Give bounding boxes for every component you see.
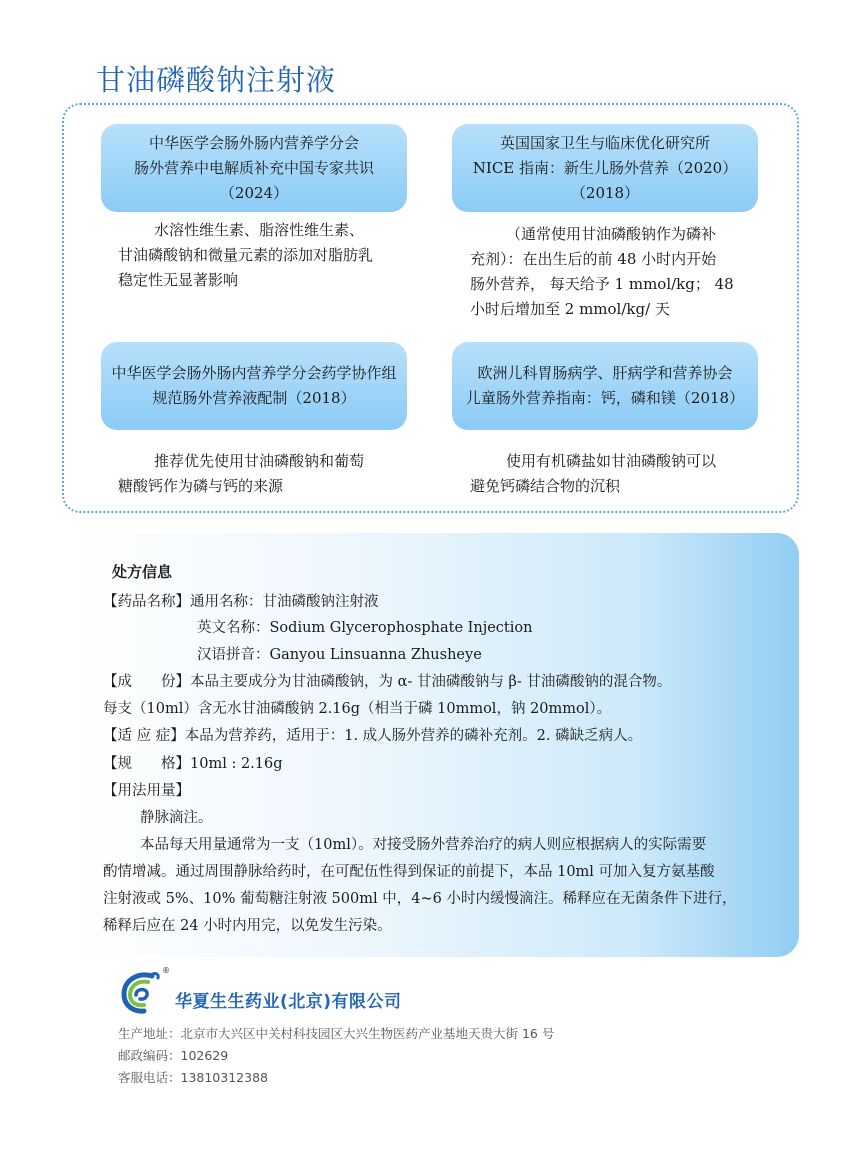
guideline-1-header [101, 124, 407, 212]
guideline-4-header [452, 342, 758, 430]
guideline-3-header-line-1: 中华医学会肠外肠内营养学分会药学协作组 [111, 364, 397, 382]
guideline-2-header [452, 124, 758, 212]
prescription-heading: 处方信息 [112, 563, 173, 581]
company-name: 华夏生生药业(北京)有限公司 [175, 992, 402, 1012]
guideline-4-header-line-1: 欧洲儿科胃肠病学、肝病学和营养协会 [477, 364, 733, 382]
guideline-2-text-line-4: 小时后增加至 2 mmol/kg/ 天 [470, 300, 670, 318]
guideline-1-header-line-2: 肠外营养中电解质补充中国专家共识 [133, 158, 374, 177]
rx-drug-name: 【药品名称】通用名称：甘油磷酸钠注射液 [103, 594, 379, 610]
rx-ingredients-detail: 每支（10ml）含无水甘油磷酸钠 2.16g（相当于磷 10mmol，钠 20mmol）。 [103, 701, 612, 717]
guideline-3-text-line-1: 推荐优先使用甘油磷酸钠和葡萄 [154, 452, 365, 470]
guideline-2-text-line-3: 肠外营养， 每天给予 1 mmol/kg； 48 [470, 275, 734, 293]
rx-dosage-text-1: 本品每天用量通常为一支（10ml）。对接受肠外营养治疗的病人则应根据病人的实际需要 [140, 837, 707, 853]
company-address: 生产地址：北京市大兴区中关村科技园区大兴生物医药产业基地天贵大街 16 号 [118, 1026, 555, 1041]
guideline-1-text [118, 218, 373, 293]
page-title: 甘油磷酸钠注射液 [96, 63, 337, 97]
guideline-1-header-line-3: （2024） [219, 183, 289, 202]
guideline-1-text-line-1: 水溶性维生素、脂溶性维生素、 [154, 221, 365, 239]
guideline-2-header-line-1: 英国国家卫生与临床优化研究所 [499, 133, 710, 152]
guideline-2-text-line-1: （通常使用甘油磷酸钠作为磷补 [506, 225, 717, 243]
guideline-1-header-line-1: 中华医学会肠外肠内营养学分会 [148, 133, 359, 152]
guideline-3-header [101, 342, 407, 430]
guideline-1-text-line-2: 甘油磷酸钠和微量元素的添加对脂肪乳 [118, 246, 374, 264]
guideline-4-text [470, 449, 716, 499]
guideline-3-header-line-2: 规范肠外营养液配制（2018） [152, 389, 356, 407]
registered-mark: ® [162, 966, 170, 975]
company-logo-icon [118, 966, 170, 1016]
guideline-2-header-line-2: NICE 指南：新生儿肠外营养（2020） [472, 158, 738, 177]
guideline-2-text [470, 222, 734, 322]
guideline-4-text-line-1: 使用有机磷盐如甘油磷酸钠可以 [506, 452, 717, 470]
guideline-2-header-line-3: （2018） [570, 183, 640, 202]
rx-dosage-text-2: 酌情增减。通过周围静脉给药时，在可配伍性得到保证的前提下，本品 10ml 可加入复方氨基酸 [103, 864, 715, 880]
rx-dosage-heading: 【用法用量】 [103, 783, 190, 799]
guideline-3-text-line-2: 糖酸钙作为磷与钙的来源 [118, 477, 284, 495]
guideline-1-text-line-3: 稳定性无显著影响 [118, 271, 239, 289]
guideline-3-text [118, 449, 364, 499]
guideline-4-text-line-2: 避免钙磷结合物的沉积 [470, 477, 621, 495]
rx-dosage-text-3: 注射液或 5%、10% 葡萄糖注射液 500ml 中，4~6 小时内缓慢滴注。稀释应在无菌条件下进行， [103, 891, 737, 907]
rx-pinyin-name: 汉语拼音：Ganyou Linsuanna Zhusheye [197, 647, 482, 663]
rx-english-name: 英文名称：Sodium Glycerophosphate Injection [197, 620, 533, 636]
rx-specification: 【规 格】10ml : 2.16g [103, 756, 283, 772]
rx-ingredients: 【成 份】本品主要成分为甘油磷酸钠，为 α- 甘油磷酸钠与 β- 甘油磷酸钠的混合物。 [103, 674, 672, 690]
rx-dosage-route: 静脉滴注。 [140, 810, 213, 826]
guideline-4-header-line-2: 儿童肠外营养指南：钙，磷和镁（2018） [465, 389, 745, 407]
rx-dosage-text-4: 稀释后应在 24 小时内用完，以免发生污染。 [103, 918, 392, 934]
company-phone: 客服电话：13810312388 [118, 1070, 268, 1085]
rx-indications: 【适 应 症】本品为营养药，适用于：1. 成人肠外营养的磷补充剂。2. 磷缺乏病人。 [103, 728, 643, 744]
guideline-2-text-line-2: 充剂）：在出生后的前 48 小时内开始 [470, 250, 717, 268]
company-postcode: 邮政编码：102629 [118, 1048, 229, 1063]
